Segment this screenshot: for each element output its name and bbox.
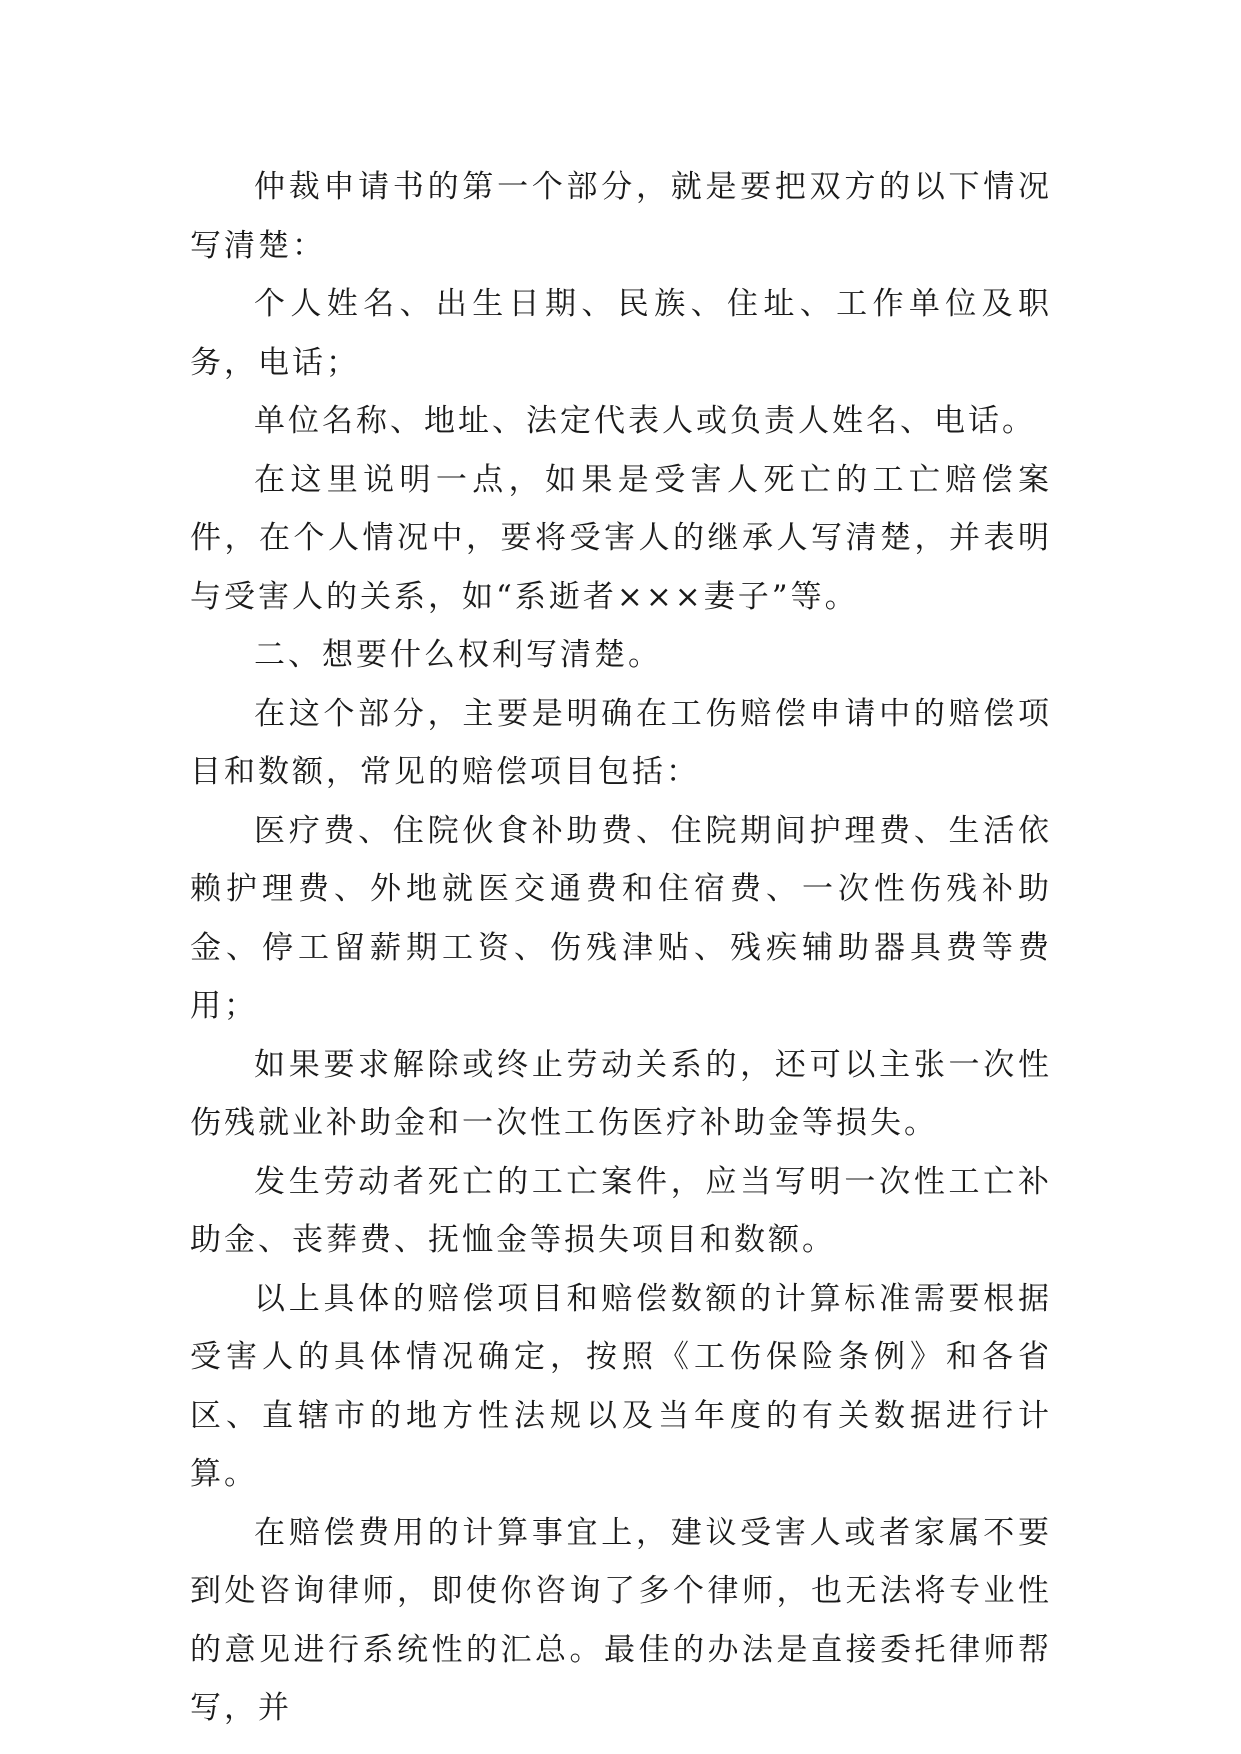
section-heading: 二、想要什么权利写清楚。 <box>254 637 662 673</box>
paragraph: 在这个部分，主要是明确在工伤赔偿申请中的赔偿项目和数额，常见的赔偿项目包括： <box>190 695 1052 790</box>
paragraph: 单位名称、地址、法定代表人或负责人姓名、电话。 <box>254 403 1036 439</box>
paragraph: 在这里说明一点，如果是受害人死亡的工亡赔偿案件，在个人情况中，要将受害人的继承人写清楚，并表明与受害人的关系，如“系逝者×××妻子”等。 <box>190 461 1052 615</box>
paragraph: 医疗费、住院伙食补助费、住院期间护理费、生活依赖护理费、外地就医交通费和住宿费、一次性伤残补助金、停工留薪期工资、伤残津贴、残疾辅助器具费等费用； <box>190 812 1052 1024</box>
paragraph: 仲裁申请书的第一个部分，就是要把双方的以下情况写清楚： <box>190 169 1052 264</box>
paragraph: 发生劳动者死亡的工亡案件，应当写明一次性工亡补助金、丧葬费、抚恤金等损失项目和数额。 <box>190 1163 1052 1258</box>
document-body <box>190 158 1052 1738</box>
paragraph: 在赔偿费用的计算事宜上，建议受害人或者家属不要到处咨询律师，即使你咨询了多个律师，也无法将专业性的意见进行系统性的汇总。最佳的办法是直接委托律师帮写，并 <box>190 1514 1052 1726</box>
paragraph: 以上具体的赔偿项目和赔偿数额的计算标准需要根据受害人的具体情况确定，按照《工伤保险条例》和各省区、直辖市的地方性法规以及当年度的有关数据进行计算。 <box>190 1280 1052 1492</box>
paragraph: 个人姓名、出生日期、民族、住址、工作单位及职务，电话； <box>190 286 1052 381</box>
paragraph: 如果要求解除或终止劳动关系的，还可以主张一次性伤残就业补助金和一次性工伤医疗补助金等损失。 <box>190 1046 1052 1141</box>
